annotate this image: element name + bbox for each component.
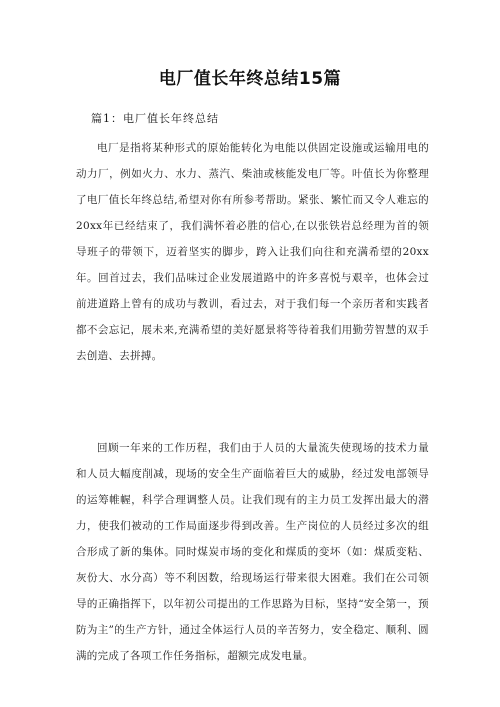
section-heading: 篇1：电厂值长年终总结 [91, 112, 219, 125]
body-paragraph-2: 回顾一年来的工作历程，我们由于人员的大量流失使现场的技术力量和人员大幅度削减，现场的安全生产面临着巨大的威胁，经过发电部领导的运筹帷幄，科学合理调整人员。让我们现有的主力员工发挥出最大的潜力，使我们被动的工作局面逐步得到改善。生产岗位的人员经过多次的组合形成了新的集体。同时煤炭市场的变化和煤质的变坏（如：煤质变粘、灰份大、水分高）等不利因数，给现场运行带来很大困难。我们在公司领导的正确指挥下，以年初公司提出的工作思路为目标，坚持“安全第一，预防为主”的生产方针，通过全体运行人员的辛苦努力，安全稳定、顺利、圆满的完成了各项工作任务指标，超额完成发电量。 [76, 442, 429, 662]
body-paragraph-1-container [76, 135, 429, 369]
body-paragraph-2-container [76, 435, 429, 669]
document-title: 电厂值长年终总结15篇 [158, 69, 342, 89]
body-paragraph-1: 电厂是指将某种形式的原始能转化为电能以供固定设施或运输用电的动力厂，例如火力、水力、蒸汽、柴油或核能发电厂等。叶值长为你整理了电厂值长年终总结,希望对你有所参考帮助。紧张、繁忙而又令人难忘的20xx年已经结束了，我们满怀着必胜的信心,在以张铁岩总经理为首的领导班子的带领下，迈着坚实的脚步，跨入让我们向往和充满希望的20xx年。回首过去，我们品味过企业发展道路中的许多喜悦与艰辛，也体会过前进道路上曾有的成功与教训，看过去，对于我们每一个亲历者和实践者都不会忘记，展未来,充满希望的美好愿景将等待着我们用勤劳智慧的双手去创造、去拼搏。 [76, 142, 429, 362]
